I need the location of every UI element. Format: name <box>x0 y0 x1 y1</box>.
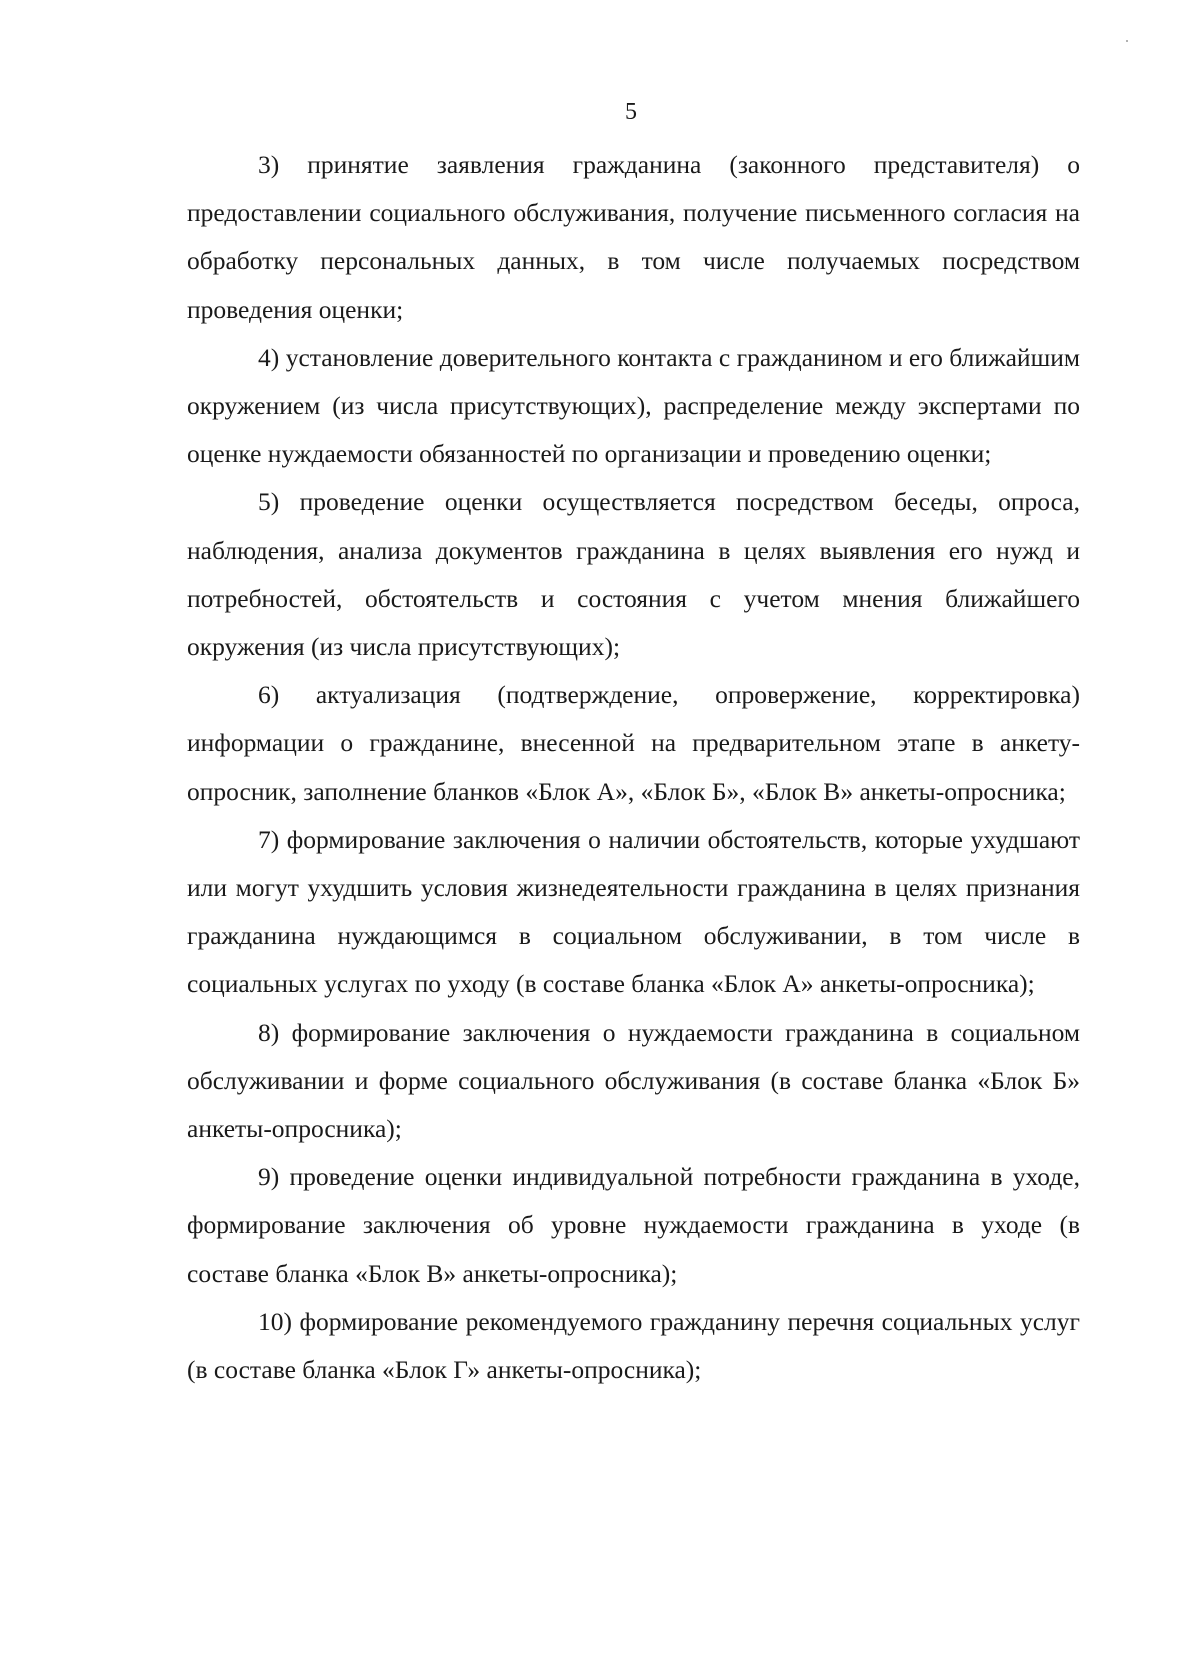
list-item: 3) принятие заявления гражданина (законного представителя) о предоставлении социального обслуживания, получение письменного согласия на обработку персональных данных, в том числе получаемых посредством проведения оценки; <box>187 150 1080 324</box>
list-item: 8) формирование заключения о нуждаемости гражданина в социальном обслуживании и форме социального обслуживания (в составе бланка «Блок Б» анкеты-опросника); <box>187 1017 1080 1144</box>
list-item: 6) актуализация (подтверждение, опровержение, корректировка) информации о гражданине, внесенной на предварительном этапе в анкету-опросник, заполнение бланков «Блок А», «Блок Б», «Блок В» анкеты-опросника; <box>187 680 1080 806</box>
list-item: 4) установление доверительного контакта с гражданином и его ближайшим окружением (из числа присутствующих), распределение между экспертами по оценке нуждаемости обязанностей по организации и проведению оценки; <box>187 342 1080 469</box>
list-item: 9) проведение оценки индивидуальной потребности гражданина в уходе, формирование заключения об уровне нуждаемости гражданина в уходе (в составе бланка «Блок В» анкеты-опросника); <box>187 1162 1080 1288</box>
list-item: 10) формирование рекомендуемого гражданину перечня социальных услуг (в составе бланка «Блок Г» анкеты-опросника); <box>187 1306 1080 1385</box>
list-item: 5) проведение оценки осуществляется посредством беседы, опроса, наблюдения, анализа документов гражданина в целях выявления его нужд и потребностей, обстоятельств и состояния с учетом мнения ближайшего окружения (из числа присутствующих); <box>187 487 1080 662</box>
document-body <box>187 141 1080 1394</box>
scan-speck <box>1126 40 1128 42</box>
list-item: 7) формирование заключения о наличии обстоятельств, которые ухудшают или могут ухудшить условия жизнедеятельности гражданина в целях признания гражданина нуждающимся в социальном обслуживании, в том числе в социальных услугах по уходу (в составе бланка «Блок А» анкеты-опросника); <box>187 824 1080 999</box>
page-number: 5 <box>625 99 637 125</box>
